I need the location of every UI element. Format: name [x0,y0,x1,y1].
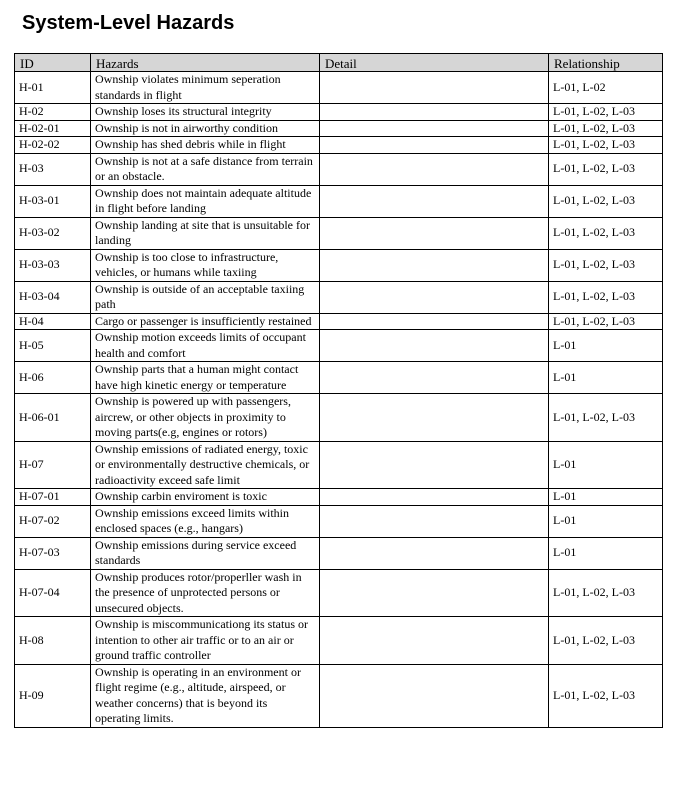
table-row [15,281,663,313]
hazard-id-cell: H-02 [15,104,91,121]
hazards-table-body [15,72,663,728]
hazard-relationship-cell: L-01, L-02 [549,72,663,104]
hazard-description-cell: Ownship emissions exceed limits within enclosed spaces (e.g., hangars) [91,505,320,537]
table-row [15,362,663,394]
hazard-description-cell: Ownship loses its structural integrity [91,104,320,121]
hazard-id-cell: H-06-01 [15,394,91,442]
hazard-id-cell: H-04 [15,313,91,330]
hazard-detail-cell [320,569,549,617]
table-row [15,120,663,137]
column-header-relationship: Relationship [549,54,663,72]
hazard-detail-cell [320,505,549,537]
hazard-detail-cell [320,330,549,362]
table-row [15,185,663,217]
table-row [15,153,663,185]
hazard-detail-cell [320,281,549,313]
hazard-relationship-cell: L-01, L-02, L-03 [549,313,663,330]
hazard-id-cell: H-03 [15,153,91,185]
hazard-relationship-cell: L-01 [549,537,663,569]
hazard-description-cell: Ownship is not in airworthy condition [91,120,320,137]
hazard-description-cell: Ownship produces rotor/properller wash in the presence of unprotected persons or unsecured objects. [91,569,320,617]
hazard-relationship-cell: L-01, L-02, L-03 [549,104,663,121]
hazard-relationship-cell: L-01, L-02, L-03 [549,185,663,217]
hazards-table [14,53,663,728]
table-row [15,537,663,569]
hazard-relationship-cell: L-01, L-02, L-03 [549,120,663,137]
hazard-detail-cell [320,441,549,489]
table-row [15,441,663,489]
hazard-id-cell: H-03-01 [15,185,91,217]
hazard-detail-cell [320,489,549,506]
hazard-detail-cell [320,153,549,185]
table-row [15,217,663,249]
hazard-description-cell: Ownship has shed debris while in flight [91,137,320,154]
hazard-detail-cell [320,72,549,104]
table-row [15,313,663,330]
hazard-description-cell: Cargo or passenger is insufficiently restained [91,313,320,330]
table-row [15,249,663,281]
table-row [15,104,663,121]
hazard-relationship-cell: L-01, L-02, L-03 [549,394,663,442]
table-row [15,394,663,442]
hazard-id-cell: H-02-02 [15,137,91,154]
hazard-description-cell: Ownship landing at site that is unsuitable for landing [91,217,320,249]
hazard-relationship-cell: L-01, L-02, L-03 [549,217,663,249]
hazard-detail-cell [320,185,549,217]
hazard-detail-cell [320,120,549,137]
hazard-description-cell: Ownship carbin enviroment is toxic [91,489,320,506]
hazard-description-cell: Ownship does not maintain adequate altitude in flight before landing [91,185,320,217]
hazard-detail-cell [320,137,549,154]
hazard-id-cell: H-07-01 [15,489,91,506]
column-header-hazards: Hazards [91,54,320,72]
table-row [15,505,663,537]
hazard-relationship-cell: L-01 [549,441,663,489]
hazard-id-cell: H-03-04 [15,281,91,313]
hazard-relationship-cell: L-01, L-02, L-03 [549,569,663,617]
hazard-relationship-cell: L-01, L-02, L-03 [549,617,663,665]
hazard-detail-cell [320,664,549,727]
hazard-description-cell: Ownship emissions of radiated energy, toxic or environmentally destructive chemicals, or radioactivity exceed safe limit [91,441,320,489]
hazard-description-cell: Ownship is powered up with passengers, aircrew, or other objects in proximity to moving parts(e.g, engines or rotors) [91,394,320,442]
hazard-detail-cell [320,104,549,121]
table-row [15,137,663,154]
hazard-id-cell: H-09 [15,664,91,727]
hazard-detail-cell [320,362,549,394]
hazard-id-cell: H-07-03 [15,537,91,569]
hazard-detail-cell [320,537,549,569]
hazard-relationship-cell: L-01, L-02, L-03 [549,664,663,727]
hazard-description-cell: Ownship is not at a safe distance from terrain or an obstacle. [91,153,320,185]
hazard-description-cell: Ownship is miscommunicationg its status or intention to other air traffic or to an air or ground traffic controller [91,617,320,665]
hazard-relationship-cell: L-01 [549,505,663,537]
hazard-detail-cell [320,217,549,249]
hazard-relationship-cell: L-01, L-02, L-03 [549,249,663,281]
hazard-id-cell: H-06 [15,362,91,394]
hazard-id-cell: H-01 [15,72,91,104]
hazard-detail-cell [320,249,549,281]
hazard-id-cell: H-08 [15,617,91,665]
hazard-relationship-cell: L-01 [549,489,663,506]
table-row [15,489,663,506]
column-header-detail: Detail [320,54,549,72]
hazard-description-cell: Ownship is too close to infrastructure, vehicles, or humans while taxiing [91,249,320,281]
page-title: System-Level Hazards [22,12,235,34]
hazard-description-cell: Ownship motion exceeds limits of occupant health and comfort [91,330,320,362]
hazard-detail-cell [320,394,549,442]
hazard-relationship-cell: L-01 [549,330,663,362]
table-row [15,72,663,104]
hazard-description-cell: Ownship parts that a human might contact have high kinetic energy or temperature [91,362,320,394]
table-row [15,664,663,727]
table-row [15,569,663,617]
hazard-relationship-cell: L-01, L-02, L-03 [549,281,663,313]
hazard-id-cell: H-07 [15,441,91,489]
table-row [15,330,663,362]
hazard-relationship-cell: L-01, L-02, L-03 [549,153,663,185]
hazard-id-cell: H-07-02 [15,505,91,537]
column-header-id: ID [15,54,91,72]
hazard-detail-cell [320,617,549,665]
hazard-id-cell: H-03-03 [15,249,91,281]
hazard-detail-cell [320,313,549,330]
hazard-id-cell: H-02-01 [15,120,91,137]
hazard-id-cell: H-07-04 [15,569,91,617]
hazard-description-cell: Ownship violates minimum seperation standards in flight [91,72,320,104]
hazard-description-cell: Ownship emissions during service exceed standards [91,537,320,569]
hazard-relationship-cell: L-01 [549,362,663,394]
hazard-description-cell: Ownship is operating in an environment or flight regime (e.g., altitude, airspeed, or weather concerns) that is beyond its operating limits. [91,664,320,727]
header-row [15,54,663,72]
hazard-relationship-cell: L-01, L-02, L-03 [549,137,663,154]
hazard-description-cell: Ownship is outside of an acceptable taxiing path [91,281,320,313]
table-row [15,617,663,665]
hazard-id-cell: H-05 [15,330,91,362]
hazard-id-cell: H-03-02 [15,217,91,249]
